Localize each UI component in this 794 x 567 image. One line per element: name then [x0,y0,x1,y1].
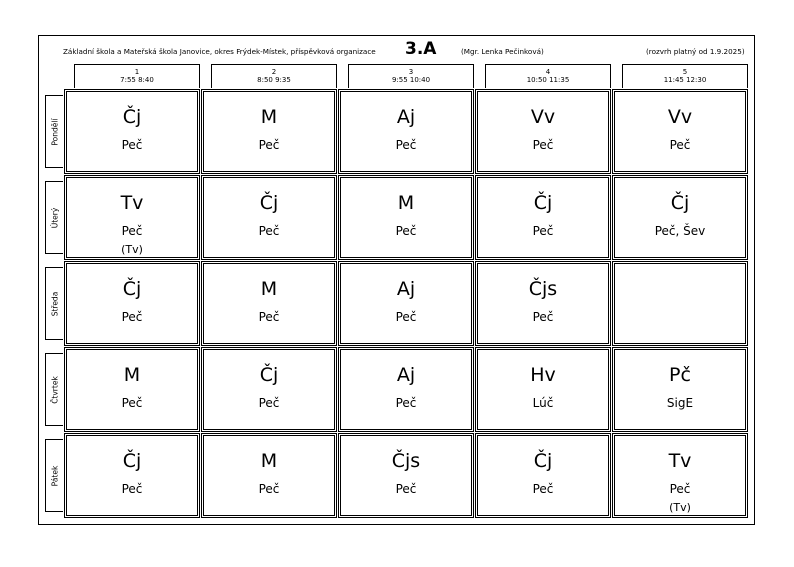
period-number: 4 [545,68,551,76]
lesson-cell [475,433,611,518]
day-label [45,267,63,340]
day-name: Čtvrtek [50,375,59,404]
lesson-cell [475,175,611,260]
lesson-teacher: Peč [258,396,280,410]
lesson-cell [338,433,474,518]
lesson-teacher: Peč [532,138,554,152]
period-time: 10:50 11:35 [526,76,570,84]
day-label [45,181,63,254]
lesson-teacher: Peč [121,138,143,152]
lesson-room: (Tv) [669,501,691,514]
day-name: Středa [50,291,59,316]
period-time: 11:45 12:30 [663,76,707,84]
lesson-teacher: Peč [395,224,417,238]
period-header [74,64,200,88]
day-name: Pátek [50,465,59,486]
lesson-cell [201,89,337,174]
lesson-subject: M [260,278,278,300]
lesson-subject: Vv [530,106,556,128]
period-header [348,64,474,88]
lesson-subject: Aj [396,364,416,386]
lesson-cell [64,261,200,346]
lesson-cell [612,261,748,346]
lesson-teacher: Peč [395,396,417,410]
class-title: 3.A [405,39,437,59]
period-header [485,64,611,88]
lesson-cell [338,261,474,346]
period-number: 2 [271,68,277,76]
lesson-teacher: Peč [532,310,554,324]
lesson-subject: Čj [122,278,142,300]
lesson-cell [201,175,337,260]
lesson-subject: Čj [533,450,553,472]
lesson-cell [64,175,200,260]
period-time: 9:55 10:40 [391,76,431,84]
lesson-cell [475,89,611,174]
lesson-cell [338,89,474,174]
lesson-cell [475,261,611,346]
period-header [622,64,748,88]
lesson-cell [64,347,200,432]
lesson-teacher: Peč [258,224,280,238]
lesson-subject: Tv [668,450,692,472]
lesson-teacher: Peč [532,224,554,238]
lesson-teacher: Lúč [532,396,554,410]
lesson-teacher: Peč [121,224,143,238]
lesson-teacher: Peč [395,310,417,324]
lesson-cell [201,261,337,346]
day-name: Pondělí [50,117,59,146]
lesson-cell [201,433,337,518]
lesson-teacher: Peč [669,482,691,496]
lesson-subject: M [123,364,141,386]
lesson-subject: Čjs [391,450,421,472]
lesson-subject: Čj [259,364,279,386]
lesson-teacher: Peč, Šev [654,224,706,238]
lesson-cell [612,175,748,260]
period-time: 7:55 8:40 [120,76,154,84]
lesson-subject: Čj [122,106,142,128]
lesson-subject: Aj [396,278,416,300]
lesson-subject: Čj [670,192,690,214]
lesson-subject: Tv [120,192,144,214]
lesson-subject: Vv [667,106,693,128]
day-name: Úterý [50,207,59,228]
period-number: 1 [134,68,140,76]
lesson-cell [338,347,474,432]
lesson-subject: Čj [122,450,142,472]
lesson-cell [64,433,200,518]
lesson-cell [201,347,337,432]
lesson-teacher: Peč [258,138,280,152]
period-number: 3 [408,68,414,76]
lesson-cell [338,175,474,260]
lesson-subject: Čj [533,192,553,214]
period-header [211,64,337,88]
lesson-teacher: Peč [258,482,280,496]
lesson-subject: M [260,106,278,128]
lesson-subject: M [260,450,278,472]
lesson-room: (Tv) [121,243,143,256]
lesson-teacher: Peč [121,396,143,410]
lesson-cell [64,89,200,174]
lesson-teacher: Peč [395,482,417,496]
lesson-teacher: Peč [532,482,554,496]
lesson-subject: Čj [259,192,279,214]
validity-note: (rozvrh platný od 1.9.2025) [646,47,745,56]
class-teacher: (Mgr. Lenka Pečinková) [461,47,544,56]
lesson-cell [612,433,748,518]
day-label [45,439,63,512]
period-time: 8:50 9:35 [257,76,291,84]
lesson-teacher: SigE [666,396,694,410]
lesson-cell [475,347,611,432]
lesson-teacher: Peč [121,310,143,324]
lesson-teacher: Peč [121,482,143,496]
lesson-subject: Hv [530,364,556,386]
day-label [45,95,63,168]
lesson-cell [612,347,748,432]
lesson-teacher: Peč [669,138,691,152]
lesson-subject: M [397,192,415,214]
lesson-subject: Pč [669,364,691,386]
lesson-subject: Aj [396,106,416,128]
lesson-cell [612,89,748,174]
day-label [45,353,63,426]
period-number: 5 [682,68,688,76]
school-name: Základní škola a Mateřská škola Janovice, okres Frýdek-Místek, příspěvková organizace [63,47,376,56]
lesson-teacher: Peč [395,138,417,152]
lesson-teacher: Peč [258,310,280,324]
lesson-subject: Čjs [528,278,558,300]
